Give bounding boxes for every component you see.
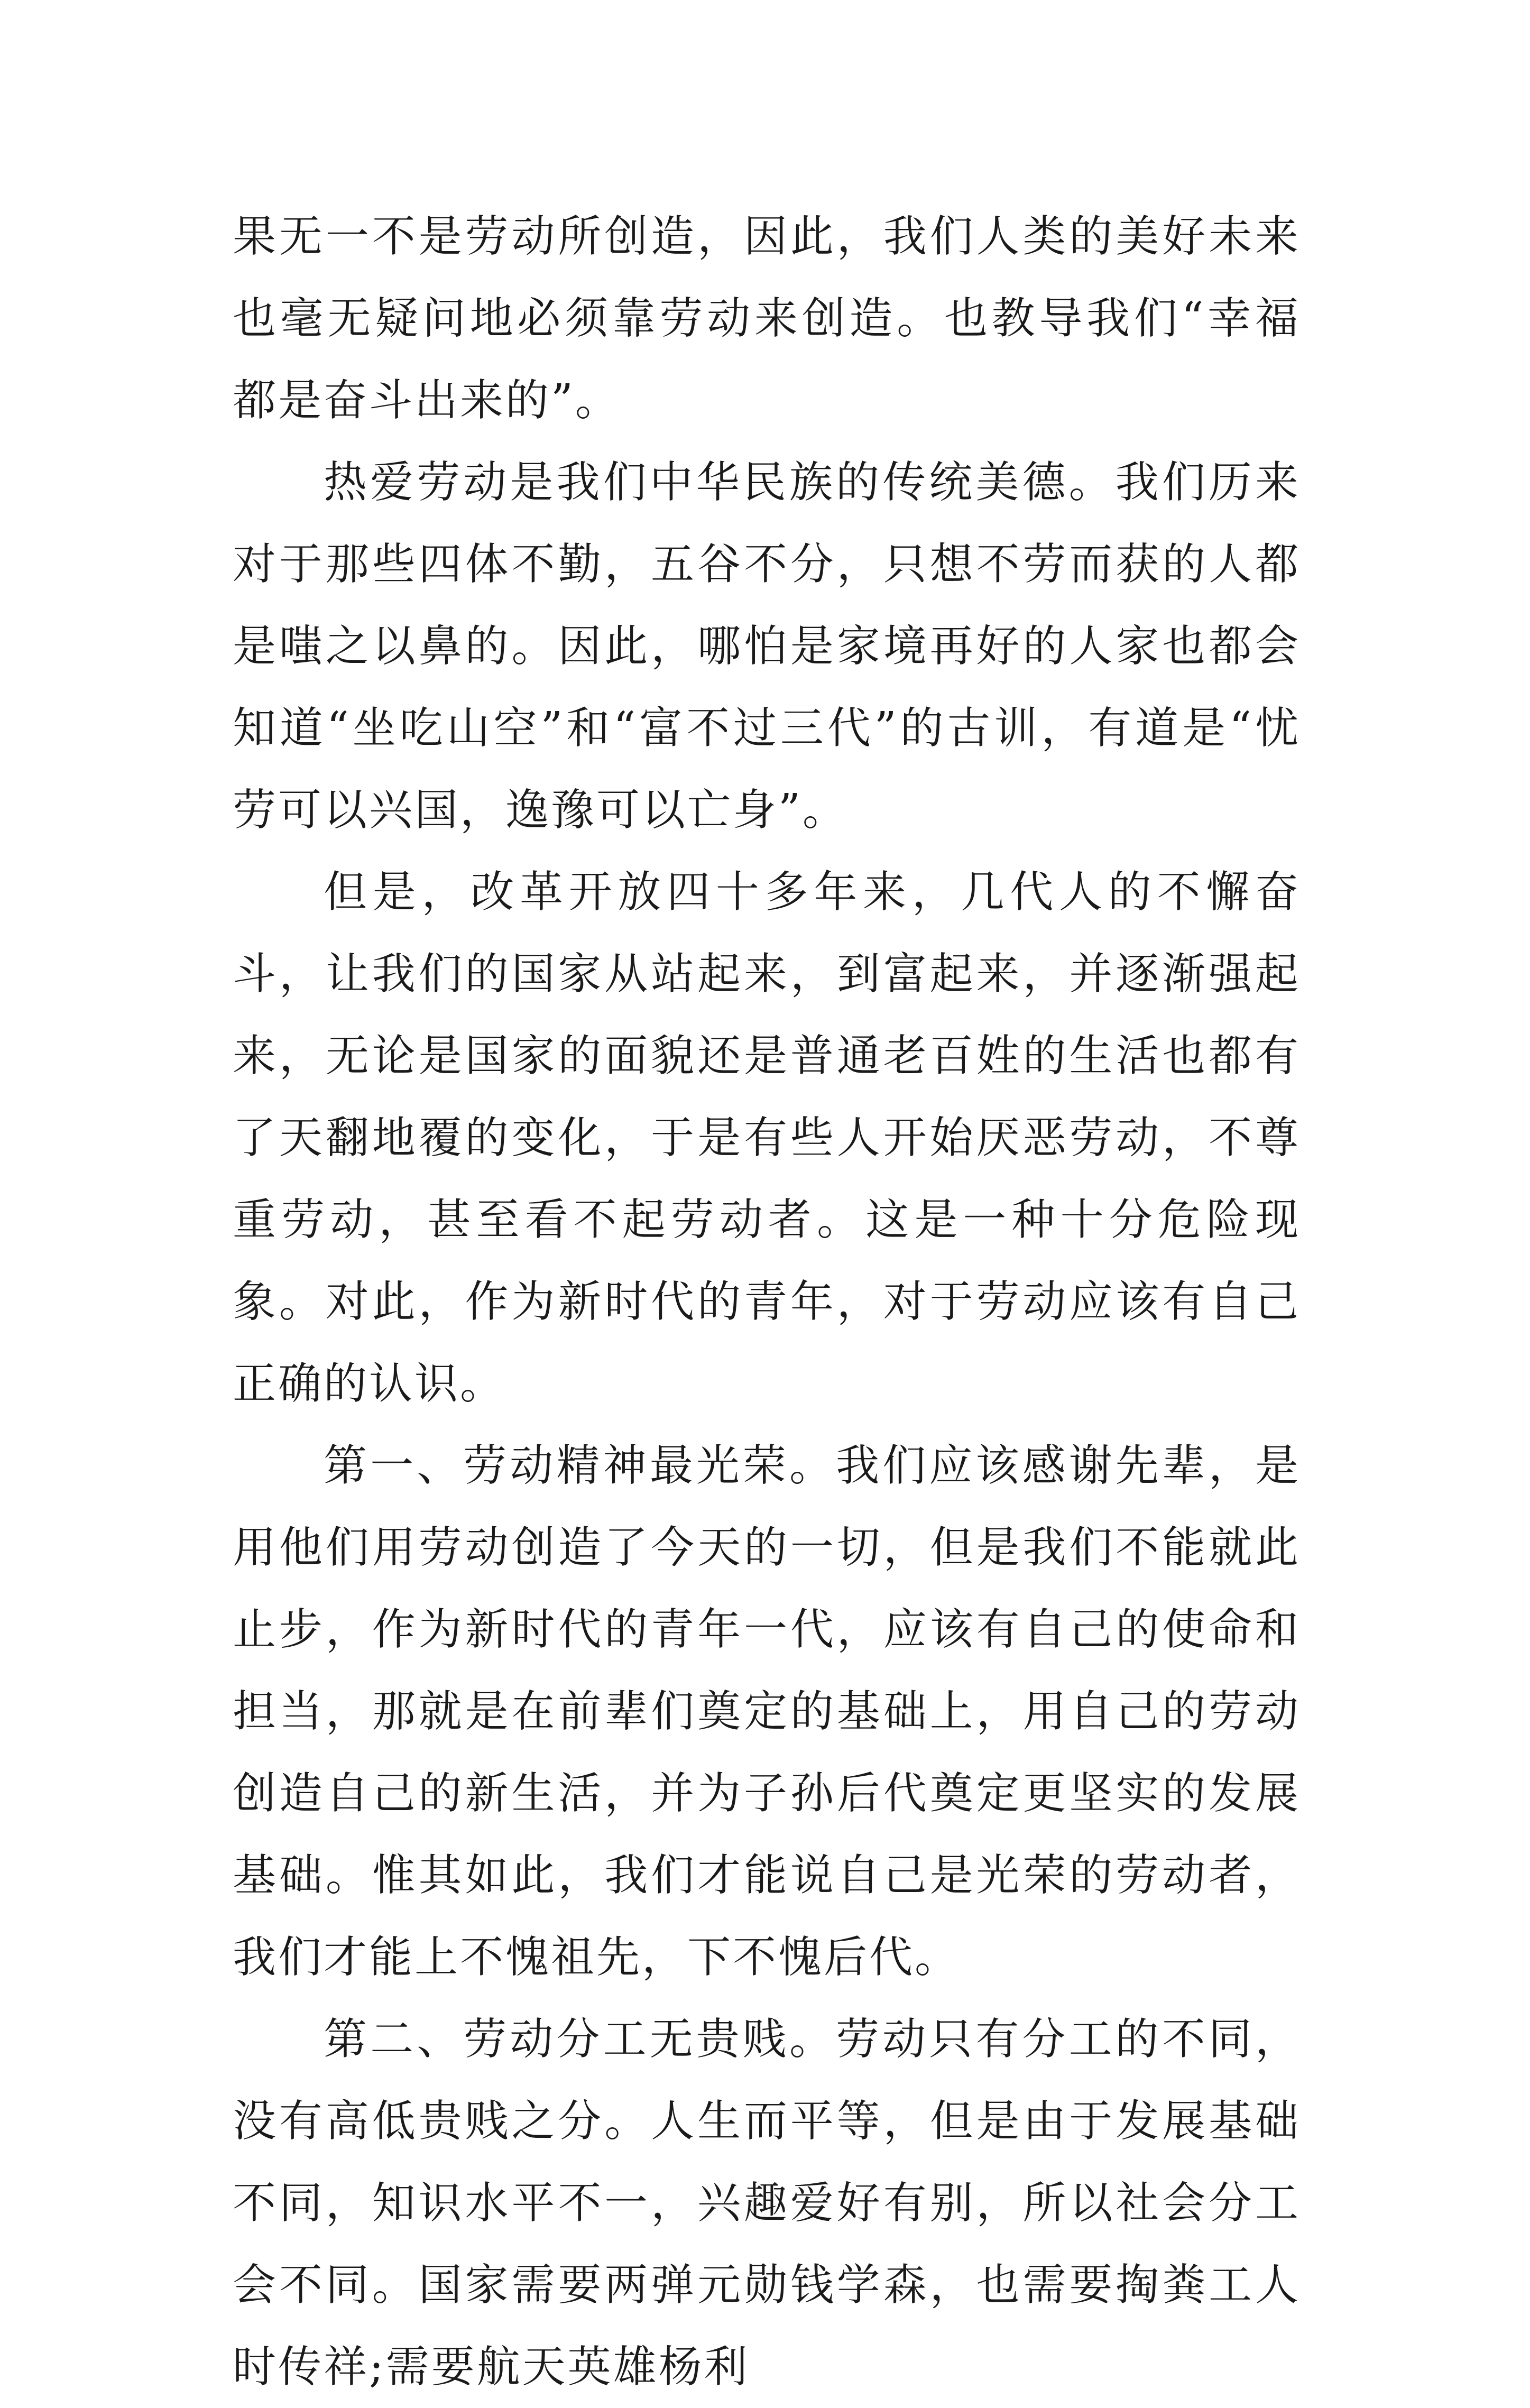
paragraph-first-point: 第一、劳动精神最光荣。我们应该感谢先辈，是用他们用劳动创造了今天的一切，但是我们不能就此止步，作为新时代的青年一代，应该有自己的使命和担当，那就是在前辈们奠定的基础上，用自己的劳动创造自己的新生活，并为子孙后代奠定更坚实的发展基础。惟其如此，我们才能说自己是光荣的劳动者，我们才能上不愧祖先，下不愧后代。 xyxy=(233,1441,1301,1982)
body-text xyxy=(233,196,1301,2408)
paragraph-continuation: 果无一不是劳动所创造，因此，我们人类的美好未来也毫无疑问地必须靠劳动来创造。也教导我们“幸福都是奋斗出来的”。 xyxy=(233,211,1301,426)
paragraph-second-point: 第二、劳动分工无贵贱。劳动只有分工的不同，没有高低贵贱之分。人生而平等，但是由于发展基础不同，知识水平不一，兴趣爱好有别，所以社会分工会不同。国家需要两弹元勋钱学森，也需要掏粪工人时传祥;需要航天英雄杨利 xyxy=(233,2014,1301,2392)
paragraph-traditional-virtue: 热爱劳动是我们中华民族的传统美德。我们历来对于那些四体不勤，五谷不分，只想不劳而获的人都是嗤之以鼻的。因此，哪怕是家境再好的人家也都会知道“坐吃山空”和“富不过三代”的古训，有道是“忧劳可以兴国，逸豫可以亡身”。 xyxy=(233,457,1301,835)
paragraph-reform-opening: 但是，改革开放四十多年来，几代人的不懈奋斗，让我们的国家从站起来，到富起来，并逐渐强起来，无论是国家的面貌还是普通老百姓的生活也都有了天翻地覆的变化，于是有些人开始厌恶劳动，不尊重劳动，甚至看不起劳动者。这是一种十分危险现象。对此，作为新时代的青年，对于劳动应该有自己正确的认识。 xyxy=(233,867,1301,1409)
